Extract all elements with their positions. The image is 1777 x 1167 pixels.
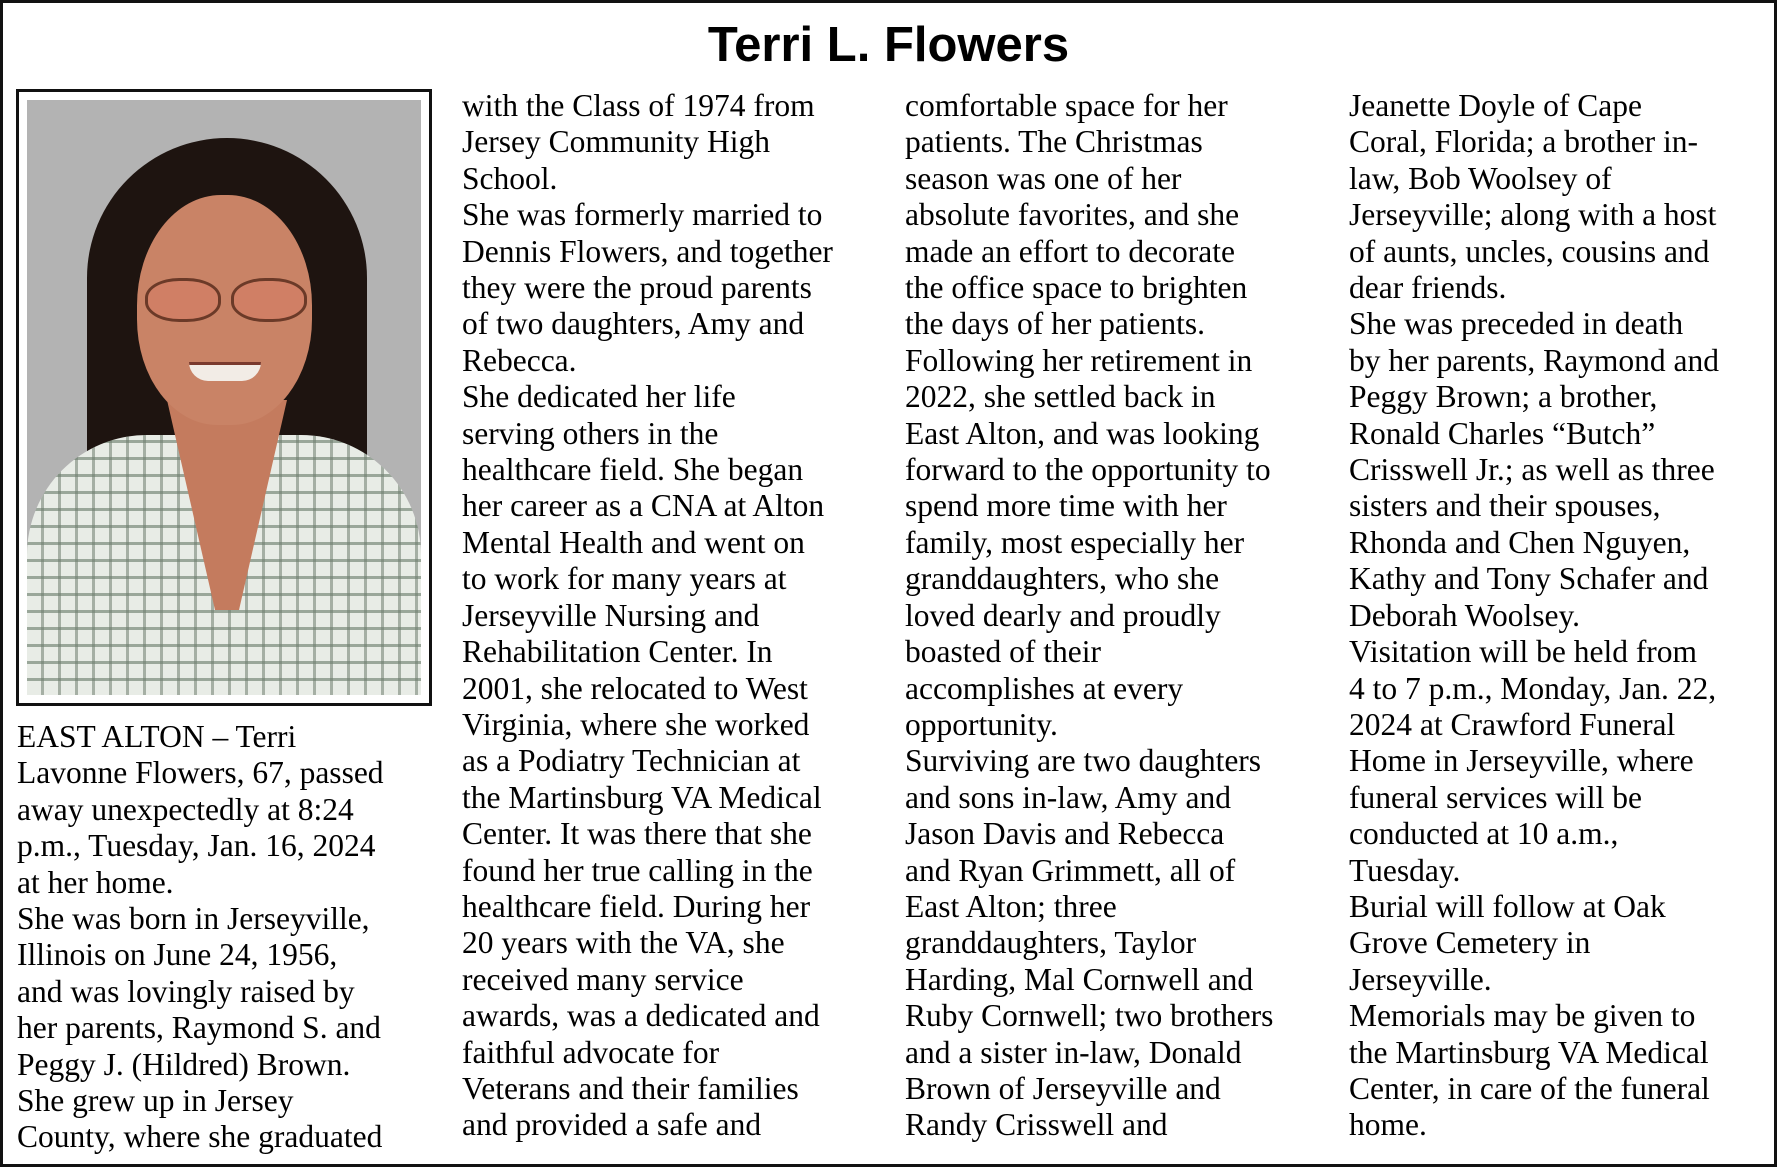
text-line: Jerseyville. <box>1349 961 1492 997</box>
text-line: Mental Health and went on <box>462 524 805 560</box>
text-line: with the Class of 1974 from <box>462 88 815 123</box>
text-line: funeral services will be <box>1349 779 1643 815</box>
text-line: healthcare field. During her <box>462 888 811 924</box>
text-line: 2022, she settled back in <box>905 379 1216 415</box>
text-line: and provided a safe and <box>462 1107 762 1143</box>
text-line: Virginia, where she worked <box>462 706 810 742</box>
text-line: She was born in Jerseyville, <box>17 901 370 937</box>
text-line: She was formerly married to <box>462 197 823 233</box>
text-line: by her parents, Raymond and <box>1349 342 1720 378</box>
text-line: Dennis Flowers, and together <box>462 233 833 269</box>
text-line: at her home. <box>17 864 174 900</box>
obituary-title: Terri L. Flowers <box>707 18 1070 72</box>
text-line: 2024 at Crawford Funeral <box>1349 706 1676 742</box>
text-line: Peggy Brown; a brother, <box>1349 379 1658 415</box>
text-line: Tuesday. <box>1349 852 1461 888</box>
text-line: comfortable space for her <box>905 88 1228 123</box>
portrait-photo <box>16 89 432 706</box>
text-line: Ronald Charles “Butch” <box>1349 415 1656 451</box>
text-line: Peggy J. (Hildred) Brown. <box>17 1046 351 1082</box>
text-column-3 <box>905 88 1273 1144</box>
text-line: Ruby Cornwell; two brothers <box>905 998 1274 1034</box>
text-line: granddaughters, Taylor <box>905 925 1197 961</box>
text-line: Jerseyville; along with a host <box>1349 197 1717 233</box>
text-column-1 <box>17 719 384 1156</box>
text-line: her parents, Raymond S. and <box>17 1010 381 1046</box>
text-line: made an effort to decorate <box>905 233 1235 269</box>
text-line: loved dearly and proudly <box>905 597 1221 633</box>
text-line: accomplishes at every <box>905 670 1184 706</box>
text-line: home. <box>1349 1107 1427 1143</box>
text-line: and Ryan Grimmett, all of <box>905 852 1236 888</box>
text-line: Deborah Woolsey. <box>1349 597 1581 633</box>
text-line: Home in Jerseyville, where <box>1349 743 1694 779</box>
text-line: Lavonne Flowers, 67, passed <box>17 755 384 791</box>
text-line: Rebecca. <box>462 342 577 378</box>
text-line: family, most especially her <box>905 524 1245 560</box>
text-line: Visitation will be held from <box>1349 634 1698 670</box>
text-line: Center. It was there that she <box>462 816 812 852</box>
text-column-4 <box>1349 88 1719 1144</box>
portrait-image <box>27 100 421 695</box>
text-line: Kathy and Tony Schafer and <box>1349 561 1709 597</box>
text-line: found her true calling in the <box>462 852 813 888</box>
text-line: Rehabilitation Center. In <box>462 634 773 670</box>
text-line: Grove Cemetery in <box>1349 925 1591 961</box>
text-line: 4 to 7 p.m., Monday, Jan. 22, <box>1349 670 1717 706</box>
text-line: Harding, Mal Cornwell and <box>905 961 1254 997</box>
text-line: Following her retirement in <box>905 342 1253 378</box>
text-line: the days of her patients. <box>905 306 1206 342</box>
text-line: Crisswell Jr.; as well as three <box>1349 452 1715 488</box>
text-line: received many service <box>462 961 744 997</box>
text-line: 2001, she relocated to West <box>462 670 808 706</box>
text-line: law, Bob Woolsey of <box>1349 160 1612 196</box>
text-line: her career as a CNA at Alton <box>462 488 825 524</box>
text-line: they were the proud parents <box>462 270 812 306</box>
text-line: to work for many years at <box>462 561 787 597</box>
text-line: and a sister in-law, Donald <box>905 1034 1242 1070</box>
text-line: Veterans and their families <box>462 1070 799 1106</box>
text-line: absolute favorites, and she <box>905 197 1240 233</box>
text-line: sisters and their spouses, <box>1349 488 1661 524</box>
text-line: Center, in care of the funeral <box>1349 1070 1710 1106</box>
text-line: Surviving are two daughters <box>905 743 1262 779</box>
text-line: Jason Davis and Rebecca <box>905 816 1225 852</box>
text-line: away unexpectedly at 8:24 <box>17 791 354 827</box>
text-line: as a Podiatry Technician at <box>462 743 801 779</box>
text-line: Randy Crisswell and <box>905 1107 1168 1143</box>
text-line: the office space to brighten <box>905 270 1248 306</box>
text-line: East Alton; three <box>905 888 1117 924</box>
text-line: conducted at 10 a.m., <box>1349 816 1619 852</box>
text-line: of aunts, uncles, cousins and <box>1349 233 1710 269</box>
text-line: faithful advocate for <box>462 1034 720 1070</box>
text-column-2 <box>462 88 833 1144</box>
text-line: the Martinsburg VA Medical <box>462 779 822 815</box>
text-line: East Alton, and was looking <box>905 415 1260 451</box>
text-line: Brown of Jerseyville and <box>905 1070 1221 1106</box>
text-line: County, where she graduated <box>17 1119 383 1155</box>
text-line: awards, was a dedicated and <box>462 998 820 1034</box>
text-line: season was one of her <box>905 160 1182 196</box>
text-line: the Martinsburg VA Medical <box>1349 1034 1709 1070</box>
text-line: and was lovingly raised by <box>17 973 355 1009</box>
text-line: forward to the opportunity to <box>905 452 1271 488</box>
text-line: Coral, Florida; a brother in- <box>1349 124 1699 160</box>
text-line: Illinois on June 24, 1956, <box>17 937 338 973</box>
text-line: EAST ALTON – Terri <box>17 719 297 754</box>
text-line: p.m., Tuesday, Jan. 16, 2024 <box>17 828 376 864</box>
text-line: boasted of their <box>905 634 1101 670</box>
text-line: She grew up in Jersey <box>17 1083 294 1119</box>
text-line: opportunity. <box>905 706 1058 742</box>
text-line: granddaughters, who she <box>905 561 1220 597</box>
text-line: Memorials may be given to <box>1349 998 1696 1034</box>
text-line: and sons in-law, Amy and <box>905 779 1232 815</box>
text-line: healthcare field. She began <box>462 452 804 488</box>
text-line: Burial will follow at Oak <box>1349 888 1666 924</box>
text-line: of two daughters, Amy and <box>462 306 805 342</box>
text-line: School. <box>462 160 558 196</box>
text-line: patients. The Christmas <box>905 124 1203 160</box>
text-line: Rhonda and Chen Nguyen, <box>1349 524 1691 560</box>
text-line: dear friends. <box>1349 270 1507 306</box>
text-line: 20 years with the VA, she <box>462 925 785 961</box>
text-line: She dedicated her life <box>462 379 736 415</box>
text-line: Jeanette Doyle of Cape <box>1349 88 1643 123</box>
text-line: She was preceded in death <box>1349 306 1684 342</box>
text-line: spend more time with her <box>905 488 1227 524</box>
text-line: serving others in the <box>462 415 719 451</box>
text-line: Jersey Community High <box>462 124 770 160</box>
text-line: Jerseyville Nursing and <box>462 597 760 633</box>
